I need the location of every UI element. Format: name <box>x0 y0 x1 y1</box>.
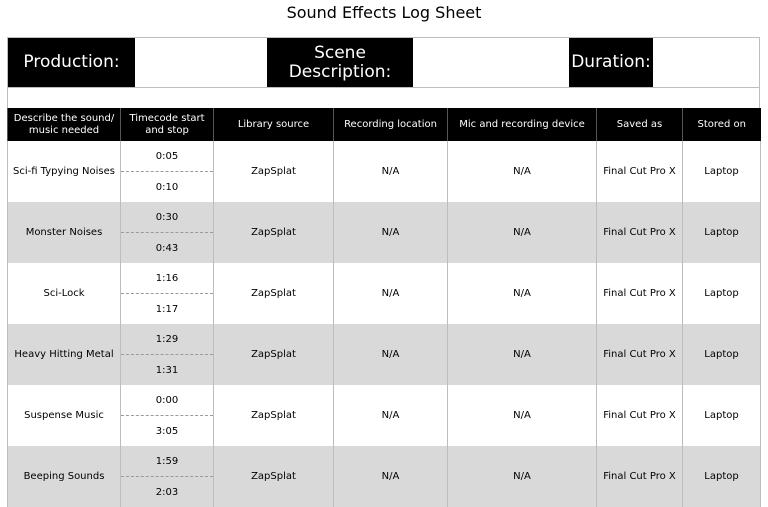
table-header-row <box>8 108 761 141</box>
stored-on-cell: Laptop <box>683 324 761 385</box>
stored-on-cell: Laptop <box>683 141 761 202</box>
table-row <box>8 324 761 385</box>
duration-field[interactable] <box>653 38 759 87</box>
location-cell: N/A <box>334 446 448 507</box>
stored-on-cell: Laptop <box>683 446 761 507</box>
sound-cell: Suspense Music <box>8 385 121 446</box>
table-row <box>8 263 761 324</box>
timecode-cell <box>121 202 214 263</box>
library-cell: ZapSplat <box>214 446 334 507</box>
column-header-library: Library source <box>214 108 334 141</box>
timecode-start: 1:29 <box>121 324 213 355</box>
table-row <box>8 141 761 202</box>
timecode-stop: 0:43 <box>155 242 179 254</box>
timecode-stop: 1:31 <box>155 364 179 376</box>
device-cell: N/A <box>448 141 597 202</box>
column-header-saved-as: Saved as <box>597 108 683 141</box>
timecode-cell <box>121 141 214 202</box>
stored-on-cell: Laptop <box>683 202 761 263</box>
scene-description-field[interactable] <box>413 38 569 87</box>
device-cell: N/A <box>448 202 597 263</box>
library-cell: ZapSplat <box>214 202 334 263</box>
spacer-row <box>7 88 760 108</box>
device-cell: N/A <box>448 263 597 324</box>
sound-cell: Monster Noises <box>8 202 121 263</box>
sound-cell: Sci-Lock <box>8 263 121 324</box>
library-cell: ZapSplat <box>214 385 334 446</box>
column-header-sound: Describe the sound/ music needed <box>8 108 121 141</box>
timecode-start: 0:05 <box>121 141 213 172</box>
timecode-start: 0:30 <box>121 202 213 233</box>
location-cell: N/A <box>334 385 448 446</box>
page-title: Sound Effects Log Sheet <box>286 3 482 22</box>
timecode-cell <box>121 446 214 507</box>
sound-log-table <box>7 108 761 507</box>
column-header-timecode: Timecode start and stop <box>121 108 214 141</box>
timecode-stop: 1:17 <box>155 303 179 315</box>
location-cell: N/A <box>334 263 448 324</box>
timecode-cell <box>121 385 214 446</box>
saved-as-cell: Final Cut Pro X <box>597 385 683 446</box>
production-header <box>7 37 760 88</box>
timecode-cell <box>121 324 214 385</box>
stored-on-cell: Laptop <box>683 263 761 324</box>
timecode-stop: 3:05 <box>155 425 179 437</box>
column-header-device: Mic and recording device <box>448 108 597 141</box>
timecode-stop: 2:03 <box>155 486 179 498</box>
table-row <box>8 446 761 507</box>
duration-label: Duration: <box>569 38 653 87</box>
table-row <box>8 202 761 263</box>
timecode-stop: 0:10 <box>155 181 179 193</box>
scene-description-label: Scene Description: <box>267 38 413 87</box>
saved-as-cell: Final Cut Pro X <box>597 446 683 507</box>
table-row <box>8 385 761 446</box>
device-cell: N/A <box>448 324 597 385</box>
saved-as-cell: Final Cut Pro X <box>597 263 683 324</box>
library-cell: ZapSplat <box>214 141 334 202</box>
saved-as-cell: Final Cut Pro X <box>597 324 683 385</box>
timecode-cell <box>121 263 214 324</box>
timecode-start: 1:16 <box>121 263 213 294</box>
location-cell: N/A <box>334 202 448 263</box>
column-header-location: Recording location <box>334 108 448 141</box>
stored-on-cell: Laptop <box>683 385 761 446</box>
library-cell: ZapSplat <box>214 263 334 324</box>
sound-cell: Sci-fi Typying Noises <box>8 141 121 202</box>
saved-as-cell: Final Cut Pro X <box>597 141 683 202</box>
timecode-start: 1:59 <box>121 446 213 477</box>
column-header-stored-on: Stored on <box>683 108 761 141</box>
library-cell: ZapSplat <box>214 324 334 385</box>
saved-as-cell: Final Cut Pro X <box>597 202 683 263</box>
timecode-start: 0:00 <box>121 385 213 416</box>
device-cell: N/A <box>448 446 597 507</box>
location-cell: N/A <box>334 324 448 385</box>
device-cell: N/A <box>448 385 597 446</box>
sound-cell: Heavy Hitting Metal <box>8 324 121 385</box>
production-field[interactable] <box>135 38 267 87</box>
sound-cell: Beeping Sounds <box>8 446 121 507</box>
location-cell: N/A <box>334 141 448 202</box>
production-label: Production: <box>8 38 135 87</box>
